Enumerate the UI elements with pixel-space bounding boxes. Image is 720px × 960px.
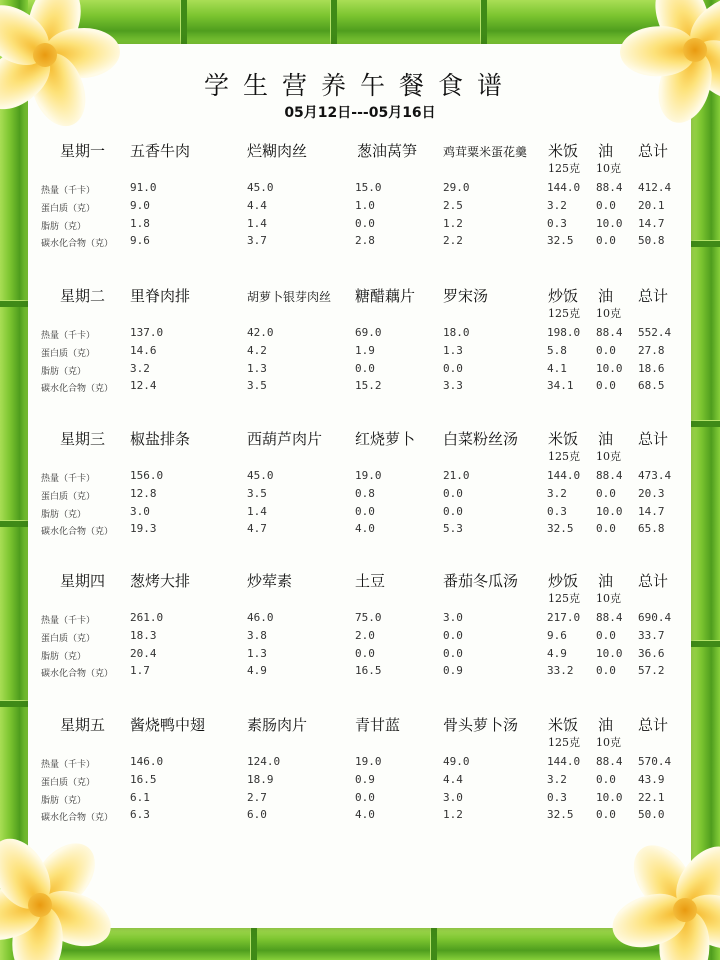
value-cell: 43.9 [638,773,665,786]
staple-name: 米饭 [548,430,579,448]
value-cell: 1.2 [443,808,463,821]
value-cell: 217.0 [547,611,581,624]
oil-label: 油 [598,572,614,590]
value-cell: 0.0 [596,773,616,786]
value-cell: 3.2 [547,487,567,500]
value-cell: 3.3 [443,379,463,392]
value-cell: 2.0 [355,629,375,642]
value-cell: 0.0 [355,647,375,660]
value-cell: 4.7 [247,522,267,535]
bamboo-node [480,0,487,44]
value-cell: 3.0 [130,505,150,518]
value-cell: 0.0 [596,487,616,500]
value-cell: 0.0 [596,522,616,535]
value-cell: 3.0 [443,611,463,624]
value-cell: 0.0 [596,379,616,392]
value-cell: 0.8 [355,487,375,500]
value-cell: 5.8 [547,344,567,357]
total-label: 总计 [638,572,669,590]
value-cell: 69.0 [355,326,382,339]
value-cell: 6.0 [247,808,267,821]
value-cell: 32.5 [547,808,574,821]
value-cell: 10.0 [596,217,623,230]
value-cell: 45.0 [247,469,274,482]
value-cell: 3.7 [247,234,267,247]
value-cell: 1.3 [443,344,463,357]
value-cell: 0.0 [355,505,375,518]
value-cell: 0.9 [355,773,375,786]
row-label-carbs: 碳水化合物（克） [41,384,114,394]
value-cell: 0.9 [443,664,463,677]
value-cell: 2.2 [443,234,463,247]
value-cell: 4.1 [547,362,567,375]
value-cell: 9.6 [130,234,150,247]
value-cell: 156.0 [130,469,164,482]
bamboo-node [250,928,257,960]
staple-amount: 125克 [548,307,580,320]
total-label: 总计 [638,142,669,160]
value-cell: 198.0 [547,326,581,339]
dish-name: 白菜粉丝汤 [443,430,519,448]
value-cell: 4.4 [247,199,267,212]
value-cell: 3.8 [247,629,267,642]
value-cell: 65.8 [638,522,665,535]
oil-label: 油 [598,142,614,160]
row-label-calories: 热量（千卡） [41,474,96,484]
row-label-calories: 热量（千卡） [41,331,96,341]
dish-name: 骨头萝卜汤 [443,716,519,734]
row-label-calories: 热量（千卡） [41,760,96,770]
value-cell: 10.0 [596,791,623,804]
value-cell: 32.5 [547,234,574,247]
row-label-protein: 蛋白质（克） [41,204,96,214]
bamboo-node [330,0,337,44]
value-cell: 1.3 [247,362,267,375]
value-cell: 88.4 [596,755,623,768]
value-cell: 88.4 [596,611,623,624]
row-label-calories: 热量（千卡） [41,186,96,196]
value-cell: 144.0 [547,181,581,194]
value-cell: 16.5 [130,773,157,786]
value-cell: 690.4 [638,611,672,624]
value-cell: 42.0 [247,326,274,339]
value-cell: 0.0 [596,629,616,642]
value-cell: 1.8 [130,217,150,230]
value-cell: 6.3 [130,808,150,821]
value-cell: 3.2 [130,362,150,375]
oil-amount: 10克 [596,592,621,605]
oil-label: 油 [598,287,614,305]
value-cell: 18.3 [130,629,157,642]
value-cell: 552.4 [638,326,672,339]
value-cell: 0.0 [596,664,616,677]
value-cell: 46.0 [247,611,274,624]
value-cell: 16.5 [355,664,382,677]
value-cell: 50.0 [638,808,665,821]
oil-amount: 10克 [596,307,621,320]
row-label-fat: 脂肪（克） [41,796,87,806]
total-label: 总计 [638,430,669,448]
value-cell: 4.0 [355,808,375,821]
value-cell: 473.4 [638,469,672,482]
value-cell: 124.0 [247,755,281,768]
value-cell: 19.0 [355,755,382,768]
value-cell: 0.0 [355,791,375,804]
value-cell: 22.1 [638,791,665,804]
value-cell: 18.0 [443,326,470,339]
dish-name: 红烧萝卜 [355,430,416,448]
value-cell: 33.2 [547,664,574,677]
value-cell: 0.3 [547,217,567,230]
weekday-label: 星期三 [60,430,106,448]
staple-name: 米饭 [548,716,579,734]
value-cell: 49.0 [443,755,470,768]
value-cell: 570.4 [638,755,672,768]
value-cell: 10.0 [596,647,623,660]
value-cell: 88.4 [596,326,623,339]
bamboo-node [0,300,28,307]
dish-name: 烂糊肉丝 [247,142,308,160]
value-cell: 144.0 [547,755,581,768]
value-cell: 412.4 [638,181,672,194]
dish-name: 胡萝卜银芽肉丝 [247,290,332,304]
dish-name: 青甘蓝 [355,716,401,734]
value-cell: 18.6 [638,362,665,375]
value-cell: 21.0 [443,469,470,482]
bamboo-node [691,640,720,647]
dish-name: 炒荤素 [247,572,293,590]
value-cell: 36.6 [638,647,665,660]
value-cell: 0.0 [355,362,375,375]
value-cell: 20.3 [638,487,665,500]
value-cell: 3.0 [443,791,463,804]
dish-name: 糖醋藕片 [355,287,416,305]
value-cell: 2.8 [355,234,375,247]
bamboo-node [691,240,720,247]
bamboo-node [0,700,28,707]
value-cell: 29.0 [443,181,470,194]
weekday-label: 星期四 [60,572,106,590]
row-label-carbs: 碳水化合物（克） [41,669,114,679]
value-cell: 45.0 [247,181,274,194]
dish-name: 葱烤大排 [130,572,191,590]
total-label: 总计 [638,716,669,734]
value-cell: 0.0 [596,344,616,357]
value-cell: 1.0 [355,199,375,212]
value-cell: 0.0 [443,362,463,375]
dish-name: 土豆 [355,572,386,590]
value-cell: 75.0 [355,611,382,624]
value-cell: 57.2 [638,664,665,677]
value-cell: 10.0 [596,505,623,518]
oil-amount: 10克 [596,736,621,749]
total-label: 总计 [638,287,669,305]
value-cell: 4.9 [247,664,267,677]
value-cell: 15.0 [355,181,382,194]
value-cell: 137.0 [130,326,164,339]
dish-name: 罗宋汤 [443,287,489,305]
value-cell: 0.3 [547,791,567,804]
value-cell: 0.0 [443,487,463,500]
value-cell: 3.2 [547,773,567,786]
dish-name: 番茄冬瓜汤 [443,572,519,590]
staple-amount: 125克 [548,592,580,605]
value-cell: 20.4 [130,647,157,660]
value-cell: 0.0 [443,647,463,660]
bamboo-node [691,420,720,427]
row-label-protein: 蛋白质（克） [41,778,96,788]
value-cell: 19.3 [130,522,157,535]
value-cell: 14.7 [638,505,665,518]
value-cell: 9.6 [547,629,567,642]
staple-name: 炒饭 [548,572,579,590]
staple-amount: 125克 [548,162,580,175]
row-label-calories: 热量（千卡） [41,616,96,626]
dish-name: 椒盐排条 [130,430,191,448]
bamboo-node [0,520,28,527]
value-cell: 3.2 [547,199,567,212]
value-cell: 18.9 [247,773,274,786]
value-cell: 0.0 [596,199,616,212]
value-cell: 1.3 [247,647,267,660]
value-cell: 15.2 [355,379,382,392]
row-label-protein: 蛋白质（克） [41,492,96,502]
value-cell: 1.2 [443,217,463,230]
value-cell: 12.4 [130,379,157,392]
value-cell: 10.0 [596,362,623,375]
dish-name: 鸡茸粟米蛋花羹 [443,145,528,159]
date-range: 05月12日---05月16日 [284,105,436,121]
dish-name: 葱油莴笋 [357,142,418,160]
value-cell: 4.9 [547,647,567,660]
value-cell: 146.0 [130,755,164,768]
value-cell: 261.0 [130,611,164,624]
value-cell: 14.6 [130,344,157,357]
value-cell: 0.0 [443,505,463,518]
oil-amount: 10克 [596,450,621,463]
value-cell: 3.5 [247,379,267,392]
value-cell: 88.4 [596,469,623,482]
value-cell: 12.8 [130,487,157,500]
row-label-carbs: 碳水化合物（克） [41,239,114,249]
value-cell: 91.0 [130,181,157,194]
staple-amount: 125克 [548,450,580,463]
value-cell: 0.3 [547,505,567,518]
oil-label: 油 [598,716,614,734]
weekday-label: 星期一 [60,142,106,160]
value-cell: 0.0 [596,234,616,247]
row-label-fat: 脂肪（克） [41,367,87,377]
value-cell: 3.5 [247,487,267,500]
value-cell: 6.1 [130,791,150,804]
value-cell: 1.4 [247,217,267,230]
value-cell: 50.8 [638,234,665,247]
row-label-fat: 脂肪（克） [41,510,87,520]
staple-name: 米饭 [548,142,579,160]
dish-name: 素肠肉片 [247,716,308,734]
value-cell: 1.7 [130,664,150,677]
value-cell: 0.0 [355,217,375,230]
weekday-label: 星期二 [60,287,106,305]
row-label-protein: 蛋白质（克） [41,634,96,644]
value-cell: 20.1 [638,199,665,212]
row-label-fat: 脂肪（克） [41,652,87,662]
value-cell: 4.0 [355,522,375,535]
dish-name: 五香牛肉 [130,142,191,160]
oil-amount: 10克 [596,162,621,175]
value-cell: 1.9 [355,344,375,357]
row-label-carbs: 碳水化合物（克） [41,527,114,537]
value-cell: 68.5 [638,379,665,392]
value-cell: 33.7 [638,629,665,642]
staple-name: 炒饭 [548,287,579,305]
row-label-fat: 脂肪（克） [41,222,87,232]
bamboo-node [180,0,187,44]
weekday-label: 星期五 [60,716,106,734]
row-label-carbs: 碳水化合物（克） [41,813,114,823]
value-cell: 32.5 [547,522,574,535]
value-cell: 2.7 [247,791,267,804]
dish-name: 西葫芦肉片 [247,430,323,448]
value-cell: 5.3 [443,522,463,535]
value-cell: 34.1 [547,379,574,392]
value-cell: 19.0 [355,469,382,482]
value-cell: 14.7 [638,217,665,230]
value-cell: 144.0 [547,469,581,482]
dish-name: 酱烧鸭中翅 [130,716,206,734]
page-title: 学生营养午餐食谱 [203,71,516,100]
bamboo-node [430,928,437,960]
value-cell: 9.0 [130,199,150,212]
value-cell: 0.0 [443,629,463,642]
row-label-protein: 蛋白质（克） [41,349,96,359]
value-cell: 2.5 [443,199,463,212]
value-cell: 88.4 [596,181,623,194]
value-cell: 0.0 [596,808,616,821]
staple-amount: 125克 [548,736,580,749]
value-cell: 1.4 [247,505,267,518]
value-cell: 27.8 [638,344,665,357]
oil-label: 油 [598,430,614,448]
value-cell: 4.4 [443,773,463,786]
value-cell: 4.2 [247,344,267,357]
dish-name: 里脊肉排 [130,287,191,305]
